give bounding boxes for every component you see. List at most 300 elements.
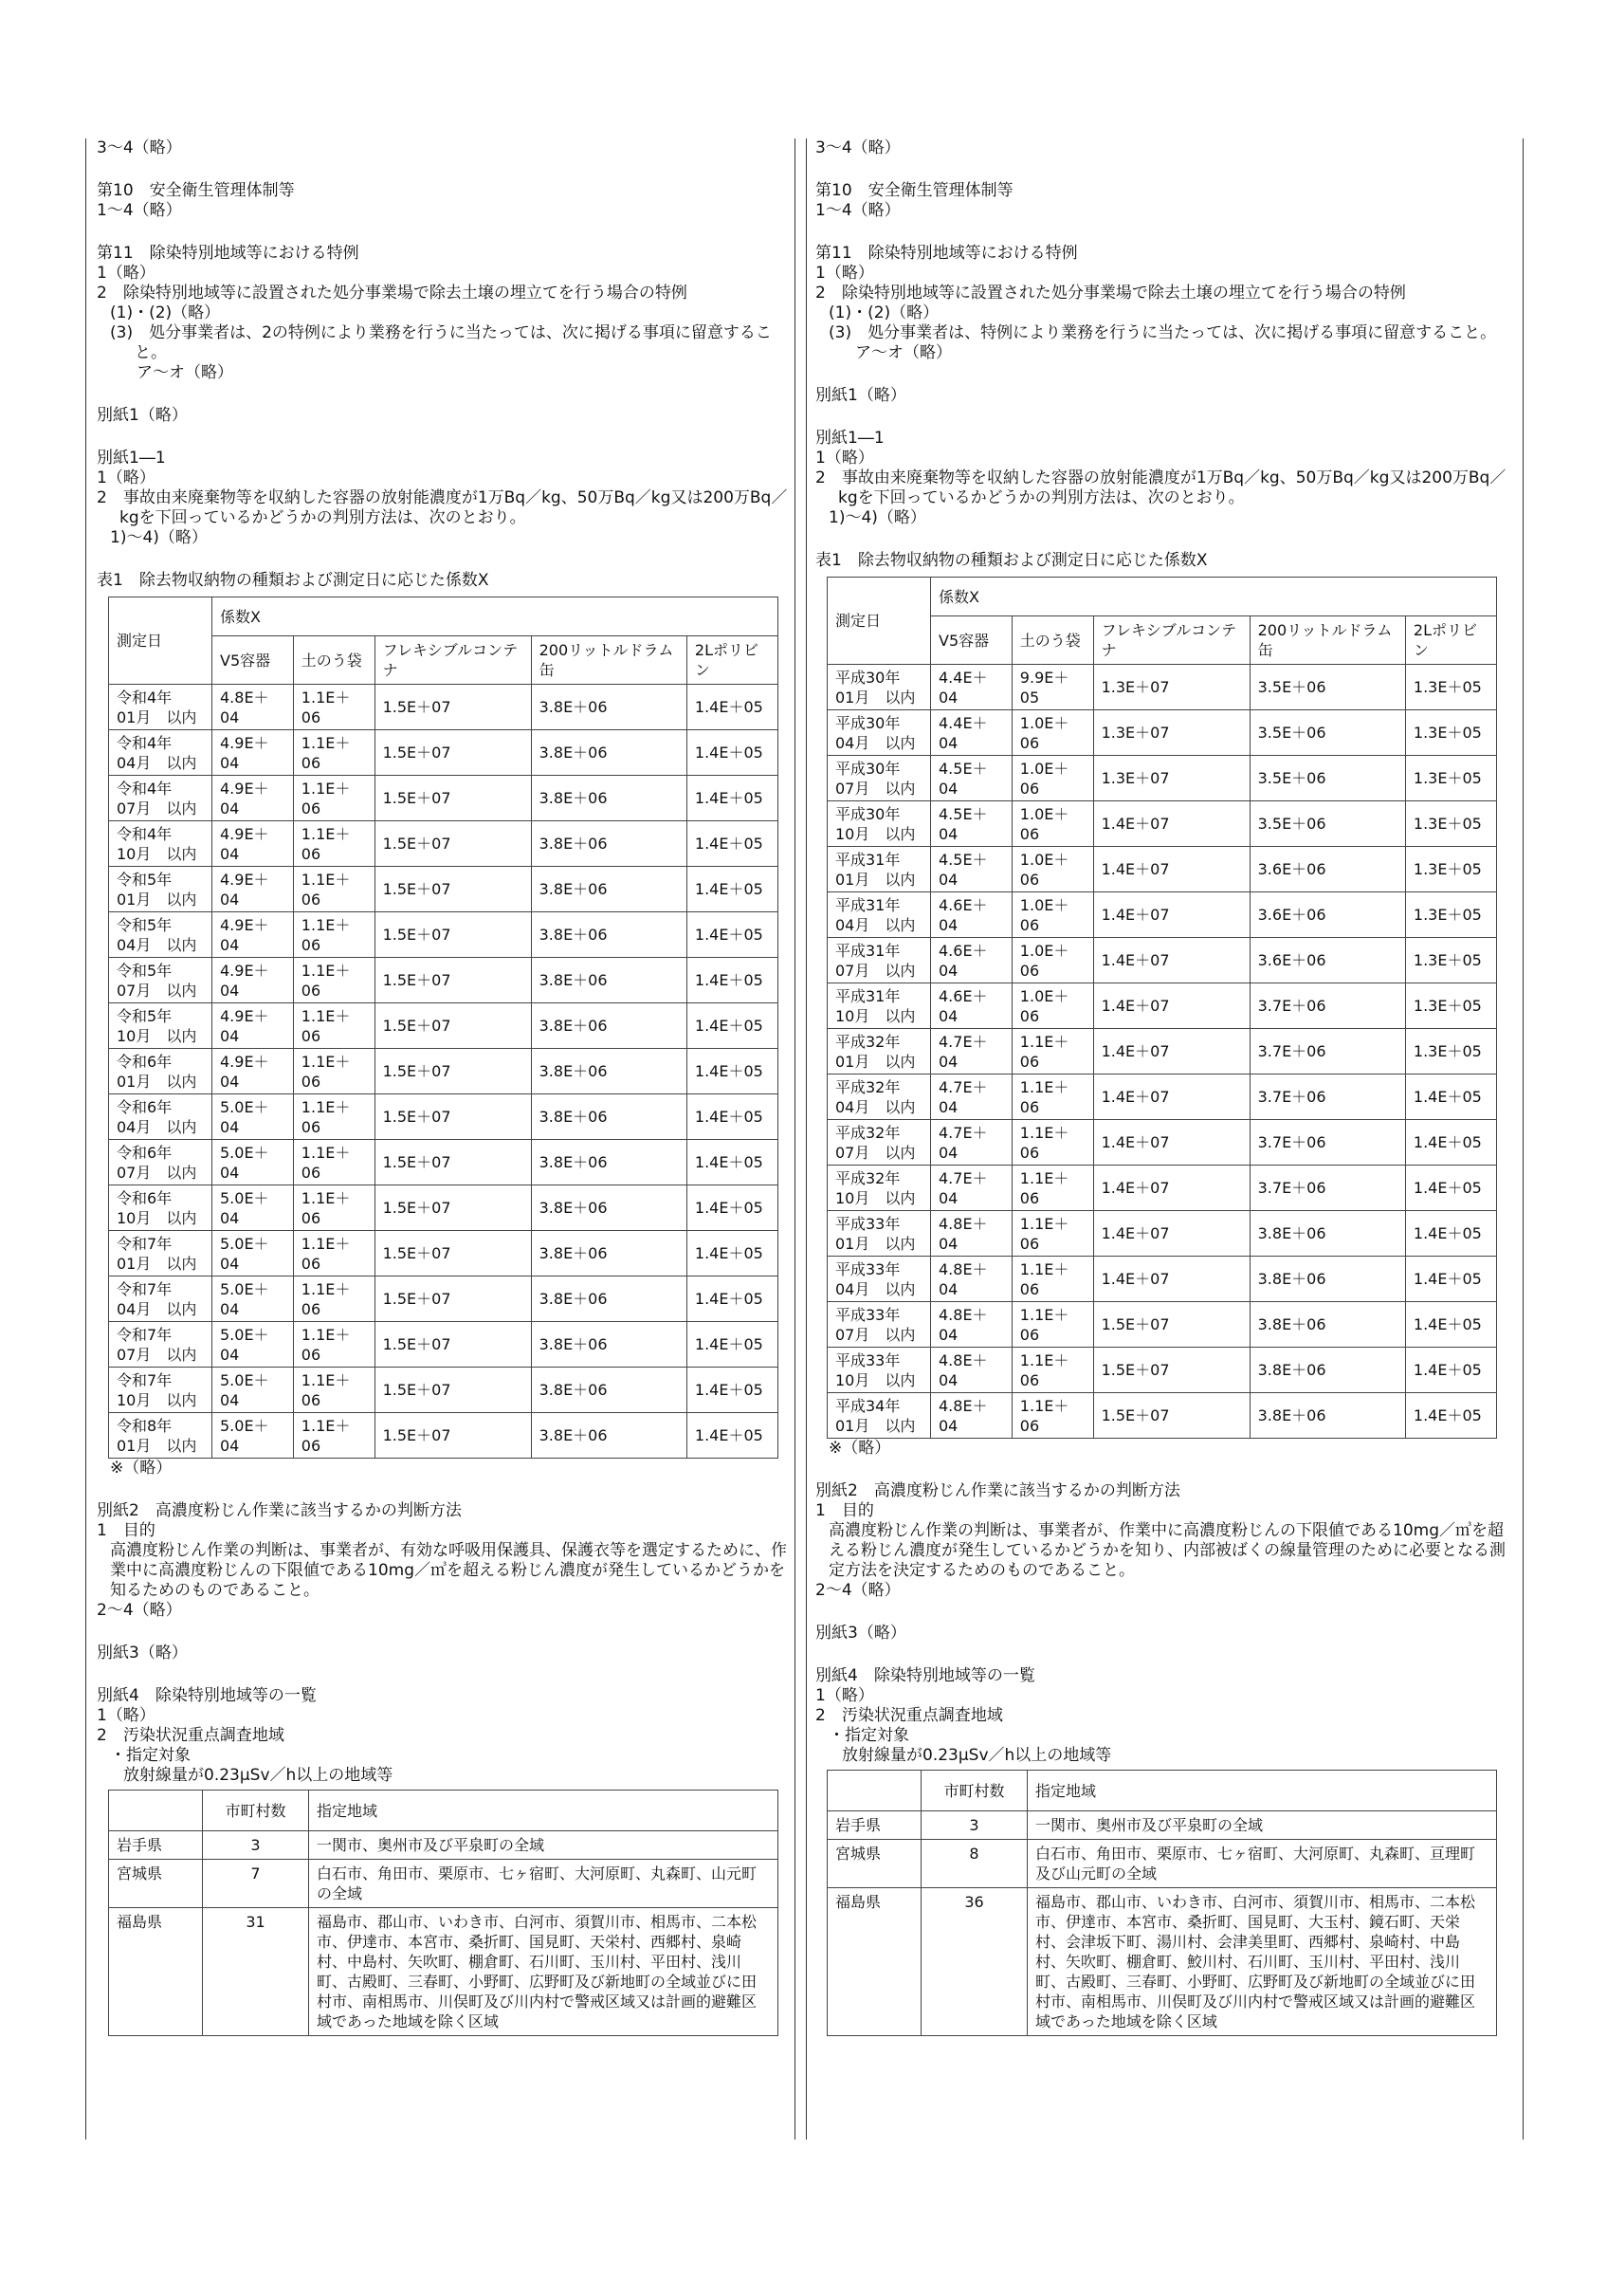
divider-center-right — [806, 138, 807, 2140]
date-year: 平成32年 — [835, 1123, 901, 1142]
coefficient-cell: 1.5E＋07 — [374, 1003, 531, 1049]
left-annex-2-item2: 2～4（略） — [97, 1601, 182, 1620]
date-month: 01月 以内 — [835, 1416, 916, 1435]
coefficient-cell: 1.4E＋05 — [686, 1413, 777, 1459]
coefficient-cell: 1.4E＋05 — [1405, 1257, 1496, 1302]
date-month: 04月 以内 — [117, 1299, 197, 1318]
coefficient-cell: 1.4E＋07 — [1093, 801, 1250, 847]
right-annex-1-1-item1: 1（略） — [815, 449, 874, 468]
coefficient-cell: 9.9E＋05 — [1012, 665, 1093, 710]
right-section-10: 第10 安全衛生管理体制等 — [815, 181, 1014, 200]
right-s11-2b: (3) 処分事業者は、特例により業務を行うに当たっては、次に掲げる事項に留意すること。 — [829, 323, 1497, 342]
coefficient-cell: 1.4E＋05 — [686, 1231, 777, 1277]
coefficient-cell: 5.0E＋04 — [212, 1413, 294, 1459]
coefficient-cell: 5.0E＋04 — [212, 1094, 294, 1140]
coefficient-cell: 4.6E＋04 — [931, 983, 1013, 1029]
coefficient-cell: 1.5E＋07 — [374, 821, 531, 867]
right-annex-4-item1: 1（略） — [815, 1686, 874, 1705]
coefficient-cell: 1.1E＋06 — [293, 1094, 374, 1140]
right-annex-3: 別紙3（略） — [815, 1624, 906, 1643]
coefficient-cell: 1.4E＋05 — [686, 1322, 777, 1368]
date-month: 07月 以内 — [835, 961, 916, 980]
right-annex-2-item1: 1 目的 — [815, 1501, 874, 1520]
coefficient-cell: 1.5E＋07 — [1093, 1348, 1250, 1393]
date-cell — [109, 776, 212, 821]
coefficient-cell: 1.1E＋06 — [293, 958, 374, 1003]
coefficient-cell: 1.3E＋05 — [1405, 892, 1496, 938]
date-year: 令和4年 — [117, 733, 173, 752]
table-row — [828, 1348, 1497, 1393]
coefficient-cell: 1.0E＋06 — [1012, 938, 1093, 983]
coefficient-cell: 1.4E＋05 — [686, 821, 777, 867]
prefecture-cell: 福島県 — [109, 1908, 203, 2036]
coefficient-cell: 4.7E＋04 — [931, 1075, 1013, 1120]
date-cell — [828, 710, 931, 756]
date-year: 平成33年 — [835, 1214, 901, 1233]
coefficient-cell: 1.3E＋05 — [1405, 756, 1496, 801]
date-cell — [109, 1185, 212, 1231]
coefficient-cell: 1.4E＋05 — [1405, 1393, 1496, 1439]
table-row — [828, 1302, 1497, 1348]
region-header-count: 市町村数 — [203, 1791, 309, 1831]
date-cell — [828, 1075, 931, 1120]
date-year: 令和5年 — [117, 870, 173, 889]
coefficient-cell: 3.8E＋06 — [531, 776, 686, 821]
date-month: 04月 以内 — [835, 1279, 916, 1298]
coefficient-cell: 4.8E＋04 — [212, 685, 294, 730]
header-bottle: 2Lポリビン — [1405, 616, 1496, 665]
date-year: 令和7年 — [117, 1279, 173, 1298]
coefficient-cell: 1.1E＋06 — [293, 1322, 374, 1368]
table-row — [828, 983, 1497, 1029]
date-month: 07月 以内 — [117, 981, 197, 1000]
left-annex-2-text: 高濃度粉じん作業の判断は、事業者が、有効な呼吸用保護具、保護衣等を選定するために、作業中に高濃度粉じんの下限値である10mg／㎥を超える粉じん濃度が発生しているかどうかを知るためのものであること。 — [110, 1541, 787, 1600]
right-annex-1: 別紙1（略） — [815, 386, 906, 405]
right-s11-2c: ア～オ（略） — [855, 343, 952, 362]
left-table-note: ※（略） — [110, 1459, 173, 1478]
date-year: 令和5年 — [117, 915, 173, 934]
prefecture-cell: 福島県 — [828, 1888, 922, 2036]
date-year: 令和7年 — [117, 1234, 173, 1253]
left-annex-1: 別紙1（略） — [97, 406, 188, 425]
divider-left-margin — [85, 138, 86, 2140]
coefficient-cell: 3.8E＋06 — [1250, 1393, 1405, 1439]
date-cell — [109, 958, 212, 1003]
table-row — [109, 685, 778, 730]
coefficient-cell: 1.4E＋05 — [686, 912, 777, 958]
coefficient-cell: 3.8E＋06 — [531, 1277, 686, 1322]
coefficient-cell: 1.5E＋07 — [374, 776, 531, 821]
coefficient-cell: 1.1E＋06 — [1012, 1211, 1093, 1257]
date-year: 平成31年 — [835, 895, 901, 914]
date-year: 令和6年 — [117, 1143, 173, 1162]
coefficient-cell: 1.1E＋06 — [1012, 1075, 1093, 1120]
coefficient-cell: 1.4E＋05 — [1405, 1166, 1496, 1211]
date-year: 令和4年 — [117, 688, 173, 707]
coefficient-cell: 3.8E＋06 — [531, 1368, 686, 1413]
header-bottle: 2Lポリビン — [686, 636, 777, 685]
coefficient-cell: 1.5E＋07 — [374, 1368, 531, 1413]
coefficient-cell: 1.1E＋06 — [1012, 1302, 1093, 1348]
date-cell — [828, 847, 931, 892]
date-cell — [109, 1231, 212, 1277]
coefficient-cell: 1.1E＋06 — [293, 867, 374, 912]
coefficient-cell: 1.4E＋05 — [686, 1185, 777, 1231]
left-s11-2c: ア～オ（略） — [137, 363, 233, 382]
coefficient-cell: 3.8E＋06 — [1250, 1302, 1405, 1348]
divider-right-margin — [1523, 138, 1524, 2140]
date-month: 01月 以内 — [835, 1234, 916, 1253]
coefficient-cell: 3.8E＋06 — [531, 730, 686, 776]
coefficient-cell: 4.4E＋04 — [931, 710, 1013, 756]
coefficient-cell: 1.4E＋05 — [686, 730, 777, 776]
coefficient-cell: 1.5E＋07 — [374, 1185, 531, 1231]
date-month: 04月 以内 — [117, 1117, 197, 1136]
header-coefficient: 係数X — [212, 597, 778, 636]
coefficient-cell: 3.7E＋06 — [1250, 1120, 1405, 1166]
coefficient-cell: 1.3E＋05 — [1405, 710, 1496, 756]
table-row — [109, 776, 778, 821]
coefficient-cell: 3.8E＋06 — [531, 1185, 686, 1231]
coefficient-cell: 1.1E＋06 — [293, 1413, 374, 1459]
designated-area-cell: 白石市、角田市、栗原市、七ヶ宿町、大河原町、丸森町、亘理町及び山元町の全域 — [1028, 1840, 1497, 1888]
date-year: 平成32年 — [835, 1168, 901, 1187]
date-month: 07月 以内 — [117, 799, 197, 817]
date-year: 令和5年 — [117, 961, 173, 980]
municipality-count-cell: 8 — [922, 1840, 1028, 1888]
designated-area-cell: 一関市、奥州市及び平泉町の全域 — [309, 1831, 778, 1860]
coefficient-cell: 1.1E＋06 — [293, 730, 374, 776]
coefficient-cell: 1.4E＋05 — [686, 776, 777, 821]
right-coefficient-table — [827, 577, 1497, 1439]
coefficient-cell: 4.5E＋04 — [931, 756, 1013, 801]
date-year: 令和6年 — [117, 1097, 173, 1116]
left-annex-4-item1: 1（略） — [97, 1706, 155, 1725]
right-section-11: 第11 除染特別地域等における特例 — [815, 244, 1078, 263]
coefficient-cell: 1.3E＋07 — [1093, 710, 1250, 756]
region-header-area: 指定地域 — [1028, 1771, 1497, 1811]
coefficient-cell: 1.4E＋05 — [686, 958, 777, 1003]
coefficient-cell: 4.5E＋04 — [931, 847, 1013, 892]
coefficient-cell: 3.8E＋06 — [531, 1094, 686, 1140]
table-row — [109, 821, 778, 867]
date-month: 10月 以内 — [835, 1188, 916, 1207]
date-year: 令和4年 — [117, 824, 173, 843]
table-row — [828, 1075, 1497, 1120]
coefficient-cell: 1.4E＋07 — [1093, 1211, 1250, 1257]
coefficient-cell: 1.4E＋05 — [686, 685, 777, 730]
coefficient-cell: 5.0E＋04 — [212, 1277, 294, 1322]
coefficient-cell: 1.0E＋06 — [1012, 710, 1093, 756]
date-cell — [109, 1094, 212, 1140]
prefecture-cell: 岩手県 — [109, 1831, 203, 1860]
region-header-count: 市町村数 — [922, 1771, 1028, 1811]
coefficient-cell: 3.8E＋06 — [531, 1049, 686, 1094]
coefficient-cell: 3.8E＋06 — [1250, 1257, 1405, 1302]
date-year: 令和7年 — [117, 1370, 173, 1389]
date-cell — [828, 801, 931, 847]
header-drum: 200リットルドラム缶 — [531, 636, 686, 685]
coefficient-cell: 1.1E＋06 — [1012, 1257, 1093, 1302]
coefficient-cell: 3.6E＋06 — [1250, 938, 1405, 983]
right-s11-2a: (1)・(2)（略） — [829, 303, 940, 322]
date-year: 平成33年 — [835, 1305, 901, 1324]
left-s11-2a: (1)・(2)（略） — [110, 303, 221, 322]
date-cell — [109, 1277, 212, 1322]
header-v5: V5容器 — [931, 616, 1013, 665]
coefficient-cell: 1.3E＋05 — [1405, 847, 1496, 892]
coefficient-cell: 1.5E＋07 — [374, 958, 531, 1003]
coefficient-cell: 4.7E＋04 — [931, 1120, 1013, 1166]
coefficient-cell: 1.5E＋07 — [374, 867, 531, 912]
coefficient-cell: 4.8E＋04 — [931, 1348, 1013, 1393]
header-date: 測定日 — [109, 597, 212, 685]
date-month: 10月 以内 — [835, 1370, 916, 1389]
coefficient-cell: 1.4E＋07 — [1093, 1166, 1250, 1211]
date-year: 平成33年 — [835, 1350, 901, 1369]
table-row — [109, 730, 778, 776]
date-cell — [109, 1049, 212, 1094]
region-row — [828, 1888, 1497, 2036]
date-month: 07月 以内 — [835, 1325, 916, 1344]
coefficient-cell: 4.8E＋04 — [931, 1302, 1013, 1348]
left-annex-4-target: ・指定対象 — [110, 1746, 191, 1765]
left-line-3-4: 3～4（略） — [97, 138, 182, 157]
header-sandbag: 土のう袋 — [1012, 616, 1093, 665]
coefficient-cell: 1.4E＋07 — [1093, 1029, 1250, 1075]
coefficient-cell: 4.4E＋04 — [931, 665, 1013, 710]
table-row — [109, 1185, 778, 1231]
left-section-11: 第11 除染特別地域等における特例 — [97, 244, 359, 263]
right-region-table — [827, 1770, 1497, 2036]
coefficient-cell: 1.1E＋06 — [1012, 1166, 1093, 1211]
left-s11-2b: (3) 処分事業者は、2の特例により業務を行うに当たっては、次に掲げる事項に留意すること。 — [110, 323, 772, 362]
table-row — [828, 1257, 1497, 1302]
right-annex-4-target: ・指定対象 — [829, 1726, 909, 1745]
coefficient-cell: 5.0E＋04 — [212, 1368, 294, 1413]
coefficient-cell: 1.4E＋05 — [1405, 1075, 1496, 1120]
coefficient-cell: 1.1E＋06 — [293, 1003, 374, 1049]
table-row — [109, 1322, 778, 1368]
date-year: 平成34年 — [835, 1396, 901, 1415]
region-header-pref — [109, 1791, 203, 1831]
coefficient-cell: 1.4E＋07 — [1093, 847, 1250, 892]
coefficient-cell: 4.8E＋04 — [931, 1257, 1013, 1302]
coefficient-cell: 4.8E＋04 — [931, 1211, 1013, 1257]
date-year: 令和6年 — [117, 1188, 173, 1207]
date-year: 平成33年 — [835, 1259, 901, 1278]
date-month: 01月 以内 — [835, 688, 916, 707]
right-annex-1-1: 別紙1―1 — [815, 429, 885, 448]
date-cell — [109, 1368, 212, 1413]
coefficient-cell: 1.5E＋07 — [374, 685, 531, 730]
coefficient-cell: 1.1E＋06 — [293, 776, 374, 821]
coefficient-cell: 1.4E＋07 — [1093, 983, 1250, 1029]
table-row — [828, 710, 1497, 756]
coefficient-cell: 3.7E＋06 — [1250, 983, 1405, 1029]
coefficient-cell: 1.3E＋05 — [1405, 1029, 1496, 1075]
designated-area-cell: 福島市、郡山市、いわき市、白河市、須賀川市、相馬市、二本松市、伊達市、本宮市、桑折町、国見町、天栄村、西郷村、泉崎村、中島村、矢吹町、棚倉町、石川町、玉川村、平田村、浅川町、古殿町、三春町、小野町、広野町及び新地町の全域並びに田村市、南相馬市、川俣町及び川内村で警戒区域又は計画的避難区域であった地域を除く区域 — [309, 1908, 778, 2036]
coefficient-cell: 1.5E＋07 — [374, 1231, 531, 1277]
coefficient-cell: 3.8E＋06 — [531, 1322, 686, 1368]
coefficient-cell: 3.7E＋06 — [1250, 1075, 1405, 1120]
table-row — [109, 1049, 778, 1094]
coefficient-cell: 3.8E＋06 — [1250, 1348, 1405, 1393]
coefficient-cell: 3.5E＋06 — [1250, 801, 1405, 847]
coefficient-cell: 1.3E＋05 — [1405, 801, 1496, 847]
table-row — [109, 867, 778, 912]
coefficient-cell: 3.8E＋06 — [531, 912, 686, 958]
date-month: 10月 以内 — [117, 1390, 197, 1409]
coefficient-cell: 4.9E＋04 — [212, 821, 294, 867]
coefficient-cell: 3.8E＋06 — [531, 821, 686, 867]
region-row — [828, 1840, 1497, 1888]
date-month: 07月 以内 — [835, 779, 916, 798]
coefficient-cell: 5.0E＋04 — [212, 1185, 294, 1231]
left-annex-4-threshold: 放射線量が0.23μSv／h以上の地域等 — [123, 1766, 393, 1785]
date-year: 令和6年 — [117, 1052, 173, 1071]
region-row — [109, 1908, 778, 2036]
date-month: 01月 以内 — [117, 1436, 197, 1455]
coefficient-cell: 1.4E＋05 — [686, 1094, 777, 1140]
right-line-3-4: 3～4（略） — [815, 138, 901, 157]
date-month: 07月 以内 — [117, 1163, 197, 1182]
table-row — [109, 1094, 778, 1140]
date-cell — [828, 1302, 931, 1348]
left-section-10: 第10 安全衛生管理体制等 — [97, 181, 295, 200]
date-month: 04月 以内 — [117, 935, 197, 954]
table-row — [109, 958, 778, 1003]
date-month: 04月 以内 — [117, 753, 197, 772]
table-row — [109, 1231, 778, 1277]
left-annex-1-1-item2: 2 事故由来廃棄物等を収納した容器の放射能濃度が1万Bq／kg、50万Bq／kg又は200万Bq／kgを下回っているかどうかの判別方法は、次のとおり。 — [97, 488, 788, 527]
table-row — [109, 1413, 778, 1459]
date-cell — [828, 938, 931, 983]
coefficient-cell: 1.4E＋05 — [686, 1368, 777, 1413]
coefficient-cell: 1.1E＋06 — [1012, 1393, 1093, 1439]
coefficient-cell: 1.4E＋05 — [1405, 1211, 1496, 1257]
right-annex-1-1-item2: 2 事故由来廃棄物等を収納した容器の放射能濃度が1万Bq／kg、50万Bq／kg又は200万Bq／kgを下回っているかどうかの判別方法は、次のとおり。 — [815, 468, 1507, 507]
coefficient-cell: 3.8E＋06 — [531, 1140, 686, 1185]
coefficient-cell: 4.7E＋04 — [931, 1029, 1013, 1075]
coefficient-cell: 1.4E＋05 — [1405, 1120, 1496, 1166]
table-row — [109, 912, 778, 958]
coefficient-cell: 1.4E＋05 — [686, 867, 777, 912]
date-month: 01月 以内 — [117, 707, 197, 726]
date-cell — [109, 1322, 212, 1368]
date-cell — [828, 665, 931, 710]
coefficient-cell: 1.1E＋06 — [293, 1140, 374, 1185]
left-annex-1-1-item1: 1（略） — [97, 468, 155, 487]
date-year: 平成30年 — [835, 668, 901, 687]
date-year: 令和5年 — [117, 1006, 173, 1025]
coefficient-cell: 4.6E＋04 — [931, 892, 1013, 938]
coefficient-cell: 1.5E＋07 — [374, 1322, 531, 1368]
date-cell — [109, 867, 212, 912]
coefficient-cell: 1.4E＋05 — [686, 1049, 777, 1094]
date-month: 10月 以内 — [117, 1208, 197, 1227]
date-month: 01月 以内 — [117, 890, 197, 909]
right-table-note: ※（略） — [829, 1439, 891, 1458]
date-month: 07月 以内 — [117, 1345, 197, 1364]
coefficient-cell: 1.1E＋06 — [293, 1185, 374, 1231]
right-annex-2-text: 高濃度粉じん作業の判断は、事業者が、作業中に高濃度粉じんの下限値である10mg／㎥を超える粉じん濃度が発生しているかどうかを知り、内部被ばくの線量管理のために必要となる測定方法を決定するためのものであること。 — [829, 1521, 1506, 1580]
right-annex-2-item2: 2～4（略） — [815, 1581, 901, 1600]
date-year: 平成32年 — [835, 1032, 901, 1051]
date-cell — [109, 1413, 212, 1459]
date-cell — [109, 730, 212, 776]
header-v5: V5容器 — [212, 636, 294, 685]
left-annex-4-item2: 2 汚染状況重点調査地域 — [97, 1726, 284, 1745]
region-row — [828, 1811, 1497, 1840]
coefficient-cell: 1.0E＋06 — [1012, 892, 1093, 938]
coefficient-cell: 3.8E＋06 — [1250, 1211, 1405, 1257]
date-year: 平成32年 — [835, 1077, 901, 1096]
date-cell — [109, 1140, 212, 1185]
date-cell — [828, 1348, 931, 1393]
right-s11-2: 2 除染特別地域等に設置された処分事業場で除去土壌の埋立てを行う場合の特例 — [815, 284, 1406, 303]
municipality-count-cell: 31 — [203, 1908, 309, 2036]
municipality-count-cell: 7 — [203, 1860, 309, 1908]
date-month: 10月 以内 — [117, 1026, 197, 1045]
date-cell — [109, 1003, 212, 1049]
coefficient-cell: 3.8E＋06 — [531, 1231, 686, 1277]
coefficient-cell: 3.7E＋06 — [1250, 1029, 1405, 1075]
date-month: 10月 以内 — [835, 1006, 916, 1025]
date-cell — [828, 1166, 931, 1211]
right-annex-1-1-item3: 1)～4)（略） — [829, 508, 926, 527]
designated-area-cell: 福島市、郡山市、いわき市、白河市、須賀川市、相馬市、二本松市、伊達市、本宮市、桑折町、国見町、大玉村、鏡石町、天栄村、会津坂下町、湯川村、会津美里町、西郷村、泉崎村、中島村、矢吹町、棚倉町、鮫川村、石川町、玉川村、平田村、浅川町、古殿町、三春町、小野町、広野町及び新地町の全域並びに田村市、南相馬市、川俣町及び川内村で警戒区域又は計画的避難区域であった地域を除く区域 — [1028, 1888, 1497, 2036]
coefficient-cell: 5.0E＋04 — [212, 1322, 294, 1368]
coefficient-cell: 1.3E＋05 — [1405, 938, 1496, 983]
right-annex-4-item2: 2 汚染状況重点調査地域 — [815, 1706, 1003, 1725]
table-row — [828, 801, 1497, 847]
coefficient-cell: 1.0E＋06 — [1012, 983, 1093, 1029]
coefficient-cell: 4.9E＋04 — [212, 1049, 294, 1094]
date-cell — [828, 1393, 931, 1439]
date-year: 平成31年 — [835, 986, 901, 1005]
table-row — [109, 1140, 778, 1185]
coefficient-cell: 3.8E＋06 — [531, 1003, 686, 1049]
left-region-table — [108, 1790, 778, 2036]
left-annex-2: 別紙2 高濃度粉じん作業に該当するかの判断方法 — [97, 1501, 462, 1520]
date-year: 平成31年 — [835, 850, 901, 869]
coefficient-cell: 4.9E＋04 — [212, 1003, 294, 1049]
coefficient-cell: 1.1E＋06 — [293, 1231, 374, 1277]
right-column — [815, 138, 1512, 2036]
date-month: 04月 以内 — [835, 915, 916, 934]
coefficient-cell: 1.5E＋07 — [374, 1140, 531, 1185]
coefficient-cell: 1.5E＋07 — [1093, 1302, 1250, 1348]
coefficient-cell: 1.5E＋07 — [374, 1277, 531, 1322]
date-cell — [828, 1257, 931, 1302]
coefficient-cell: 4.9E＋04 — [212, 958, 294, 1003]
region-row — [109, 1831, 778, 1860]
coefficient-cell: 3.5E＋06 — [1250, 665, 1405, 710]
right-s11-1: 1（略） — [815, 264, 874, 283]
coefficient-cell: 3.6E＋06 — [1250, 892, 1405, 938]
left-section-10-sub: 1～4（略） — [97, 201, 182, 220]
coefficient-cell: 1.4E＋07 — [1093, 938, 1250, 983]
table-row — [828, 892, 1497, 938]
date-month: 01月 以内 — [117, 1254, 197, 1273]
table-row — [828, 938, 1497, 983]
date-year: 令和4年 — [117, 779, 173, 798]
coefficient-cell: 5.0E＋04 — [212, 1140, 294, 1185]
coefficient-cell: 4.9E＋04 — [212, 912, 294, 958]
coefficient-cell: 1.4E＋07 — [1093, 1120, 1250, 1166]
table-row — [109, 1277, 778, 1322]
